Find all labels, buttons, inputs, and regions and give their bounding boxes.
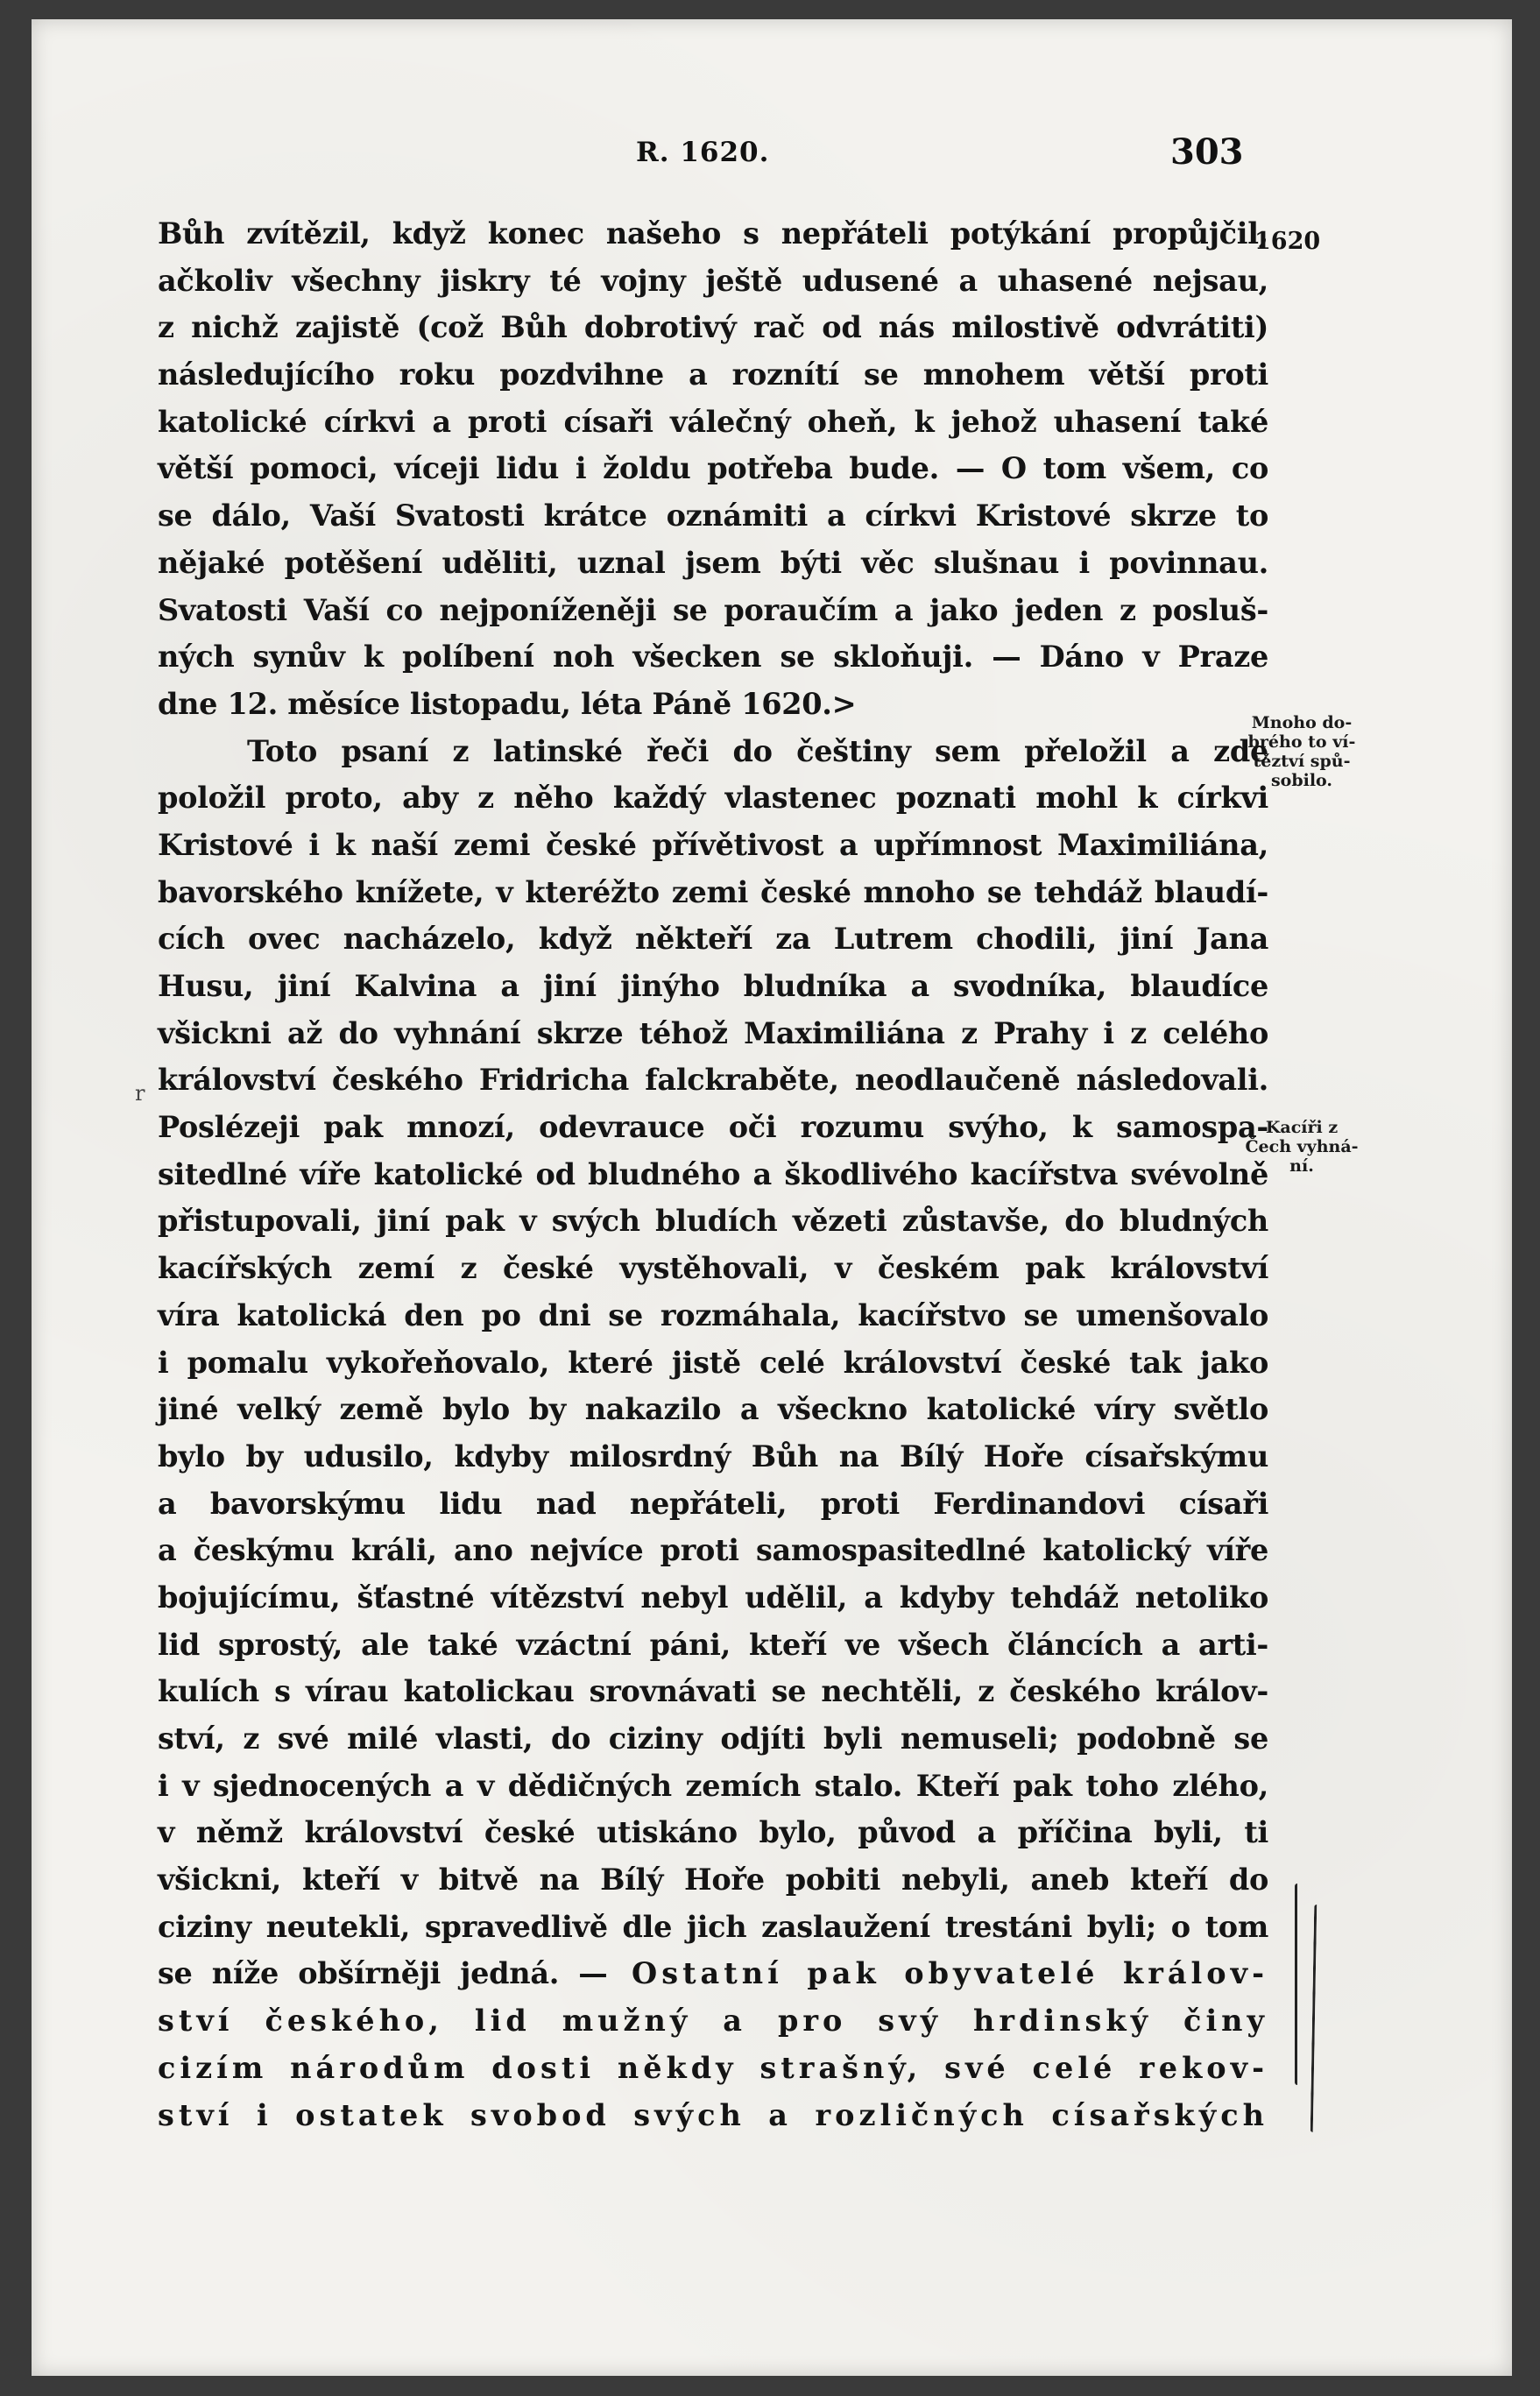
text-line: katolické církvi a proti císaři válečný oheň, k jehož uhasení také — [158, 404, 1268, 439]
text-line: Svatosti Vaší co nejponíženěji se poraučím a jako jeden z posluš- — [158, 592, 1268, 627]
sidenote-line: brého to ví- — [1247, 732, 1356, 752]
text-line: přistupovali, jiní pak v svých bludích vězeti zůstavše, do bludných — [158, 1204, 1268, 1239]
text-line: se dálo, Vaší Svatosti krátce oznámiti a církvi Kristové skrze to — [158, 498, 1268, 534]
text-line: jiné velký země bylo by nakazilo a všeckno katolické víry světlo — [158, 1392, 1268, 1427]
sidenote-line: sobilo. — [1270, 771, 1333, 790]
text-line: víra katolická den po dni se rozmáhala, kacířstvo se umenšovalo — [158, 1297, 1268, 1332]
text-line: větší pomoci, víceji lidu i žoldu potřeba bude. — O tom všem, co — [158, 451, 1268, 486]
text-line: sitedlné víře katolické od bludného a škodlivého kacířstva svévolně — [158, 1156, 1268, 1191]
text-line: království českého Fridricha falckraběte, neodlaučeně následovali. — [158, 1063, 1268, 1098]
text-line: všickni, kteří v bitvě na Bílý Hoře pobiti nebyli, aneb kteří do — [158, 1862, 1268, 1898]
text-line: bavorského knížete, v kteréžto zemi české mnoho se tehdáž blaudí- — [158, 874, 1268, 909]
text-line: ačkoliv všechny jiskry té vojny ještě udusené a uhasené nejsau, — [158, 263, 1268, 298]
text-line: ství českého, lid mužný a pro svý hrdinský činy — [158, 2004, 1268, 2039]
body-text — [158, 210, 1268, 2138]
text-line: položil proto, aby z něho každý vlastenec poznati mohl k církvi — [158, 781, 1268, 816]
text-line: ciziny neutekli, spravedlivě dle jich zaslaužení trestáni byli; o tom — [158, 1909, 1268, 1944]
margin-pencil-mark — [1310, 1905, 1323, 2132]
sidenote-line: Čech vyhná- — [1245, 1137, 1359, 1156]
margin-mark: r — [135, 1081, 145, 1106]
text-line: následujícího roku pozdvihne a roznítí se mnohem větší proti — [158, 357, 1268, 392]
text-line: dne 12. měsíce listopadu, léta Páně 1620.> — [158, 686, 857, 721]
text-line: bylo by udusilo, kdyby milosrdný Bůh na Bílý Hoře císařskýmu — [158, 1438, 1268, 1474]
text-line: ství i ostatek svobod svých a rozličných císařských — [158, 2097, 1268, 2132]
text-line: nějaké potěšení uděliti, uznal jsem býti věc slušnau i povinnau. — [158, 545, 1268, 580]
text-line: i pomalu vykořeňovalo, které jistě celé království české tak jako — [158, 1345, 1268, 1380]
text-line: ných synův k políbení noh všecken se skloňuji. — Dáno v Praze — [158, 640, 1268, 675]
sidenote-line: Mnoho do- — [1251, 713, 1353, 732]
page-header — [32, 131, 1512, 184]
text-line: cích ovec nacházelo, když někteří za Lutrem chodili, jiní Jana — [158, 922, 1268, 957]
text-line: lid sprostý, ale také vzáctní páni, kteří ve všech článcích a arti- — [158, 1627, 1268, 1662]
text-line: Toto psaní z latinské řeči do češtiny sem přeložil a zde — [247, 733, 1268, 768]
sidenote-line: Kacíři z — [1265, 1118, 1339, 1137]
running-head: R. 1620. — [636, 137, 770, 168]
text-line: kulích s vírau katolickau srovnávati se nechtěli, z českého králov- — [158, 1674, 1268, 1709]
text-line: a českýmu králi, ano nejvíce proti samospasitedlné katolický víře — [158, 1533, 1268, 1568]
text-line: se níže obšírněji jedná. — Ostatní pak obyvatelé králov- — [158, 1956, 1268, 1991]
text-line: v němž království české utiskáno bylo, původ a příčina byli, ti — [158, 1815, 1268, 1850]
text-line: i v sjednocených a v dědičných zemích stalo. Kteří pak toho zlého, — [158, 1768, 1268, 1803]
text-line: a bavorskýmu lidu nad nepřáteli, proti Ferdinandovi císaři — [158, 1486, 1268, 1521]
text-line: Husu, jiní Kalvina a jiní jinýho bludníka a svodníka, blaudíce — [158, 969, 1268, 1003]
text-line: z nichž zajistě (což Bůh dobrotivý rač od nás milostivě odvrátiti) — [158, 310, 1268, 345]
page-number: 303 — [1170, 131, 1244, 173]
text-line: všickni až do vyhnání skrze téhož Maximiliána z Prahy i z celého — [158, 1015, 1268, 1050]
book-page — [32, 19, 1512, 2376]
sidenote-line: ní. — [1289, 1156, 1314, 1176]
text-line: Kristové i k naší zemi české přívětivost a upřímnost Maximiliána, — [158, 827, 1268, 862]
text-line: ství, z své milé vlasti, do ciziny odjíti byli nemuseli; podobně se — [158, 1721, 1268, 1756]
text-line: cizím národům dosti někdy strašný, své celé rekov- — [158, 2050, 1268, 2085]
text-line: bojujícímu, šťastné vítězství nebyl udělil, a kdyby tehdáž netoliko — [158, 1580, 1268, 1615]
text-line: Poslézeji pak mnozí, odevrauce oči rozumu svýho, k samospa- — [158, 1110, 1268, 1145]
text-line: Bůh zvítězil, když konec našeho s nepřáteli potýkání propůjčil, — [158, 216, 1268, 251]
sidenote-line: těztví spů- — [1253, 752, 1351, 771]
margin-year: 1620 — [1254, 228, 1321, 255]
text-line: kacířských zemí z české vystěhovali, v českém pak království — [158, 1251, 1268, 1286]
margin-pencil-mark — [1295, 1884, 1303, 2085]
